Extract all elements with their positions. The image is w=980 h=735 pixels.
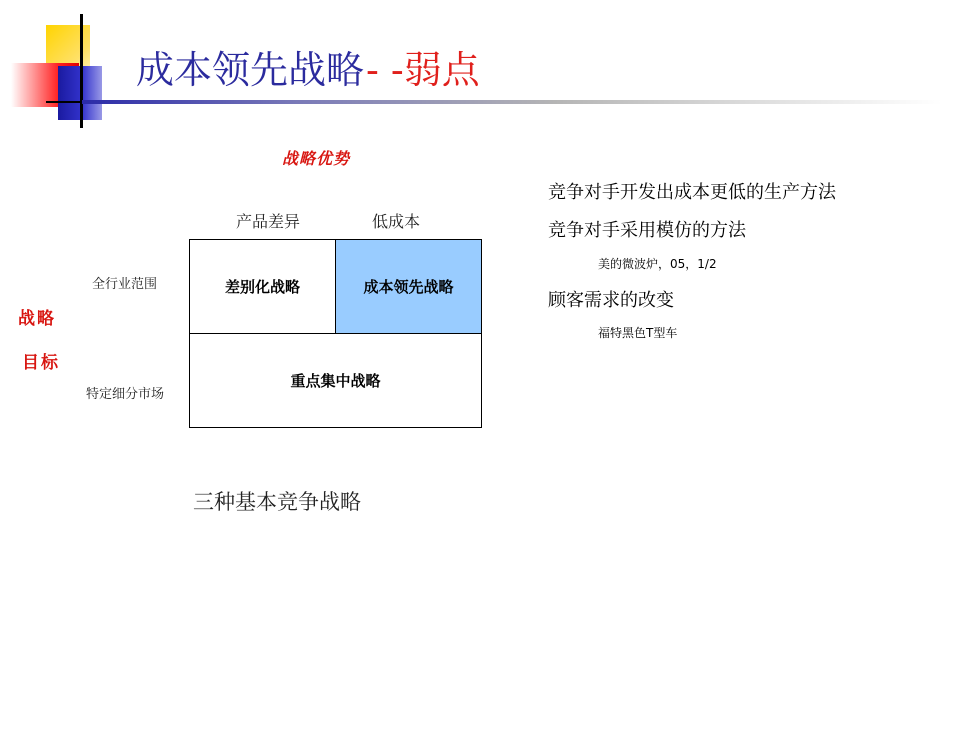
weakness-example-3: 福特黑色T型车 xyxy=(598,326,678,340)
weakness-item-2: 竞争对手采用模仿的方法 xyxy=(548,220,746,241)
col-header-differentiation: 产品差异 xyxy=(236,212,301,231)
title-separator: - - xyxy=(366,48,404,92)
strategy-matrix xyxy=(189,239,482,428)
weakness-item-1: 竞争对手开发出成本更低的生产方法 xyxy=(548,182,836,203)
cell-cost-leadership: 成本领先战略 xyxy=(335,239,482,334)
weakness-item-3: 顾客需求的改变 xyxy=(548,290,674,311)
strategic-target-label-line1: 战略 xyxy=(18,309,56,329)
title-weakness: 弱点 xyxy=(403,48,480,92)
weakness-example-2: 美的微波炉，05，1/2 xyxy=(598,257,717,271)
row-header-industry-wide: 全行业范围 xyxy=(92,277,158,292)
cell-differentiation: 差别化战略 xyxy=(189,239,336,334)
corner-logo xyxy=(0,0,140,130)
matrix-caption: 三种基本竞争战略 xyxy=(193,490,361,514)
col-header-low-cost: 低成本 xyxy=(372,212,421,231)
cell-focus: 重点集中战略 xyxy=(189,333,482,428)
row-header-segment: 特定细分市场 xyxy=(86,387,165,402)
slide-title xyxy=(136,40,480,100)
title-underline xyxy=(82,100,942,104)
strategic-advantage-label: 战略优势 xyxy=(282,149,351,168)
title-main: 成本领先战略 xyxy=(136,48,365,92)
strategic-target-label-line2: 目标 xyxy=(22,353,60,373)
logo-vertical-line xyxy=(80,14,83,128)
